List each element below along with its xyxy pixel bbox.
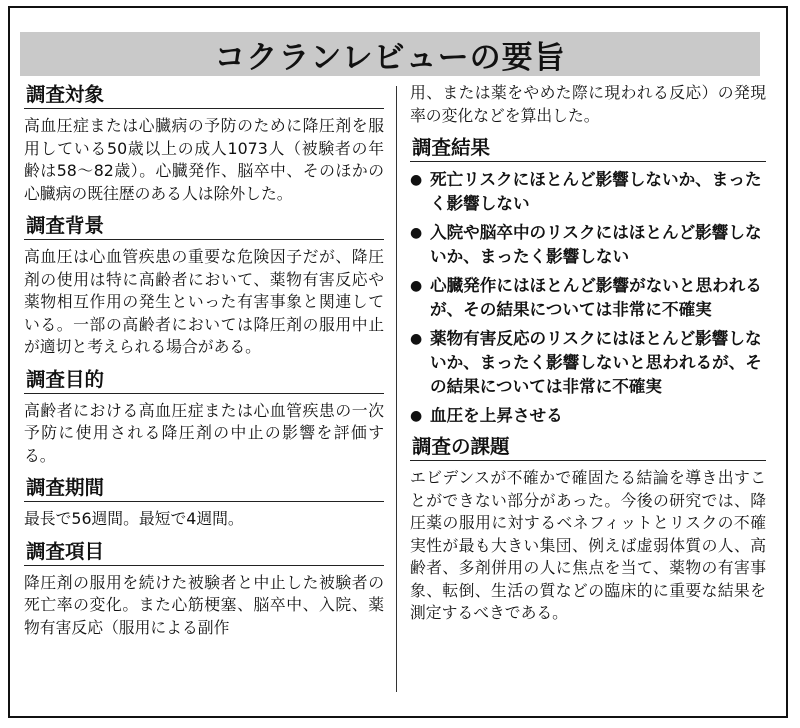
result-text: 死亡リスクにほとんど影響しないか、まったく影響しない [430, 170, 762, 213]
bullet-icon: ● [410, 278, 423, 294]
left-column [24, 82, 384, 710]
column-divider [396, 86, 397, 692]
bullet-icon: ● [410, 331, 423, 347]
result-item [410, 404, 766, 428]
section-body: エビデンスが不確かで確固たる結論を導き出すことができない部分があった。今後の研究では、降圧薬の服用に対するベネフィットとリスクの不確実性が最も大きい集団、例えば虚弱体質の人、高齢者、多剤併用の人に焦点を当て、薬物の有害事象、転倒、生活の質などの臨床的に重要な結果を測定するべきである。 [410, 468, 766, 622]
section-heading: 調査項目 [24, 539, 384, 566]
section-purpose [24, 367, 384, 468]
section-heading: 調査目的 [24, 367, 384, 394]
section-background [24, 213, 384, 359]
result-item [410, 221, 766, 269]
result-item [410, 327, 766, 399]
bullet-icon: ● [410, 172, 423, 188]
section-heading: 調査対象 [24, 82, 384, 109]
section-issues [410, 434, 766, 625]
result-item [410, 274, 766, 322]
section-heading: 調査背景 [24, 213, 384, 240]
section-body: 降圧剤の服用を続けた被験者と中止した被験者の死亡率の変化。また心筋梗塞、脳卒中、入院、薬物有害反応（服用による副作 [24, 572, 384, 637]
items-continuation: 用、または薬をやめた際に現われる反応）の発現率の変化などを算出した。 [410, 83, 766, 125]
section-items [24, 539, 384, 640]
section-results [410, 135, 766, 428]
result-text: 入院や脳卒中のリスクにはほとんど影響しないか、まったく影響しない [430, 223, 762, 266]
section-body: 高齢者における高血圧症または心血管疾患の一次予防に使用される降圧剤の中止の影響を評価する。 [24, 400, 384, 465]
section-subjects [24, 82, 384, 205]
right-column [410, 82, 766, 710]
result-text: 薬物有害反応のリスクにはほとんど影響しないか、まったく影響しないと思われるが、その結果については非常に不確実 [430, 329, 762, 396]
page-title: コクランレビューの要旨 [20, 32, 760, 76]
section-body: 高血圧は心血管疾患の重要な危険因子だが、降圧剤の使用は特に高齢者において、薬物有害反応や薬物相互作用の発生といった有害事象と関連している。一部の高齢者においては降圧剤の服用中止が適切と考えられる場合がある。 [24, 247, 384, 356]
bullet-icon: ● [410, 225, 423, 241]
result-text: 心臓発作にはほとんど影響がないと思われるが、その結果については非常に不確実 [430, 276, 762, 319]
section-heading: 調査の課題 [410, 434, 766, 461]
result-text: 血圧を上昇させる [430, 406, 563, 425]
section-body: 高血圧症または心臓病の予防のために降圧剤を服用している50歳以上の成人1073人（被験者の年齢は58〜82歳）。心臓発作、脳卒中、そのほかの心臓病の既往歴のある人は除外した。 [24, 116, 384, 203]
section-heading: 調査期間 [24, 475, 384, 502]
result-item [410, 168, 766, 216]
section-period [24, 475, 384, 531]
bullet-icon: ● [410, 408, 423, 424]
results-list [410, 168, 766, 428]
section-body: 最長で56週間。最短で4週間。 [24, 509, 244, 528]
section-heading: 調査結果 [410, 135, 766, 162]
